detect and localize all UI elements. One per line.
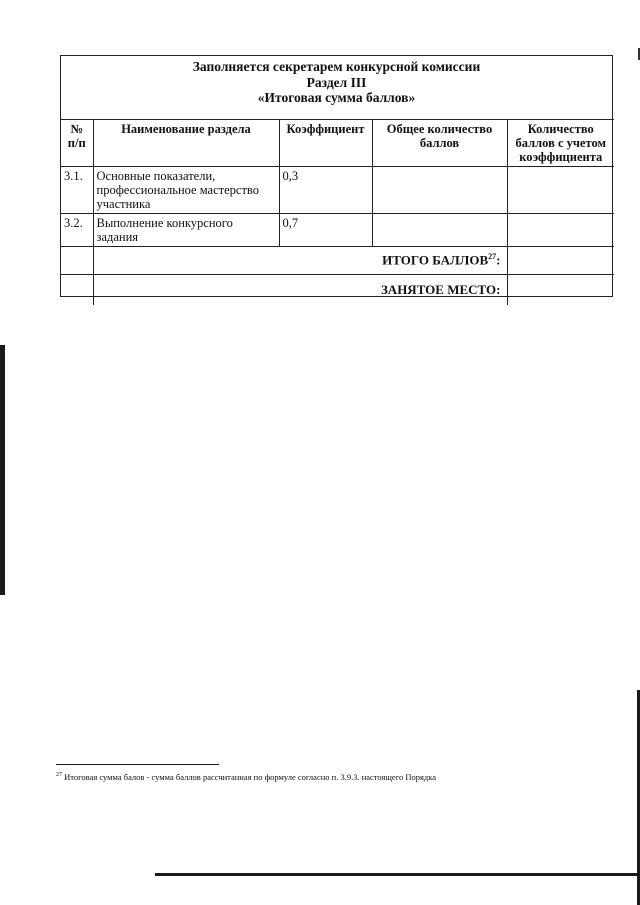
- score-table: [61, 119, 614, 305]
- header-line-secretary: Заполняется секретарем конкурсной комиссии: [192, 59, 481, 74]
- header-line-title: «Итоговая сумма баллов»: [257, 90, 416, 105]
- footnote: [56, 770, 616, 782]
- scan-artifact-left-edge: [0, 345, 5, 595]
- column-header-weighted-score: Количество баллов с учетом коэффициента: [507, 120, 614, 167]
- total-value-cell[interactable]: [507, 247, 614, 275]
- footnote-text: Итоговая сумма балов - сумма баллов рассчитанная по формуле согласно п. 3.9.3. настоящего Порядка: [64, 771, 437, 782]
- column-header-number: № п/п: [61, 120, 93, 167]
- row-coefficient: 0,3: [279, 167, 372, 214]
- form-header: [61, 56, 612, 119]
- table-row: [61, 214, 614, 247]
- place-value-cell[interactable]: [507, 275, 614, 305]
- row-number: 3.2.: [61, 214, 93, 247]
- column-header-section-name: Наименование раздела: [93, 120, 279, 167]
- place-label: ЗАНЯТОЕ МЕСТО:: [93, 275, 507, 305]
- row-total-score-cell[interactable]: [372, 167, 507, 214]
- column-header-total-score: Общее количество баллов: [372, 120, 507, 167]
- row-weighted-score-cell[interactable]: [507, 214, 614, 247]
- footnote-ref: 27: [488, 252, 497, 262]
- scan-artifact-bottom-line: [155, 873, 640, 876]
- footnote-number: 27: [56, 772, 62, 778]
- table-row: [61, 167, 614, 214]
- row-section-name: Выполнение конкурсного задания: [93, 214, 279, 247]
- footnote-divider: [56, 764, 219, 765]
- place-row-spacer: [61, 275, 93, 305]
- row-section-name: Основные показатели, профессиональное мастерство участника: [93, 167, 279, 214]
- row-number: 3.1.: [61, 167, 93, 214]
- place-row: [61, 275, 614, 305]
- column-header-coefficient: Коэффициент: [279, 120, 372, 167]
- row-weighted-score-cell[interactable]: [507, 167, 614, 214]
- total-row-spacer: [61, 247, 93, 275]
- row-coefficient: 0,7: [279, 214, 372, 247]
- table-header-row: [61, 120, 614, 167]
- total-label: ИТОГО БАЛЛОВ$^{27}$:: [93, 247, 507, 275]
- section-three-form: [60, 55, 613, 297]
- row-total-score-cell[interactable]: [372, 214, 507, 247]
- total-row: [61, 247, 614, 275]
- header-line-section: Раздел III: [306, 74, 367, 90]
